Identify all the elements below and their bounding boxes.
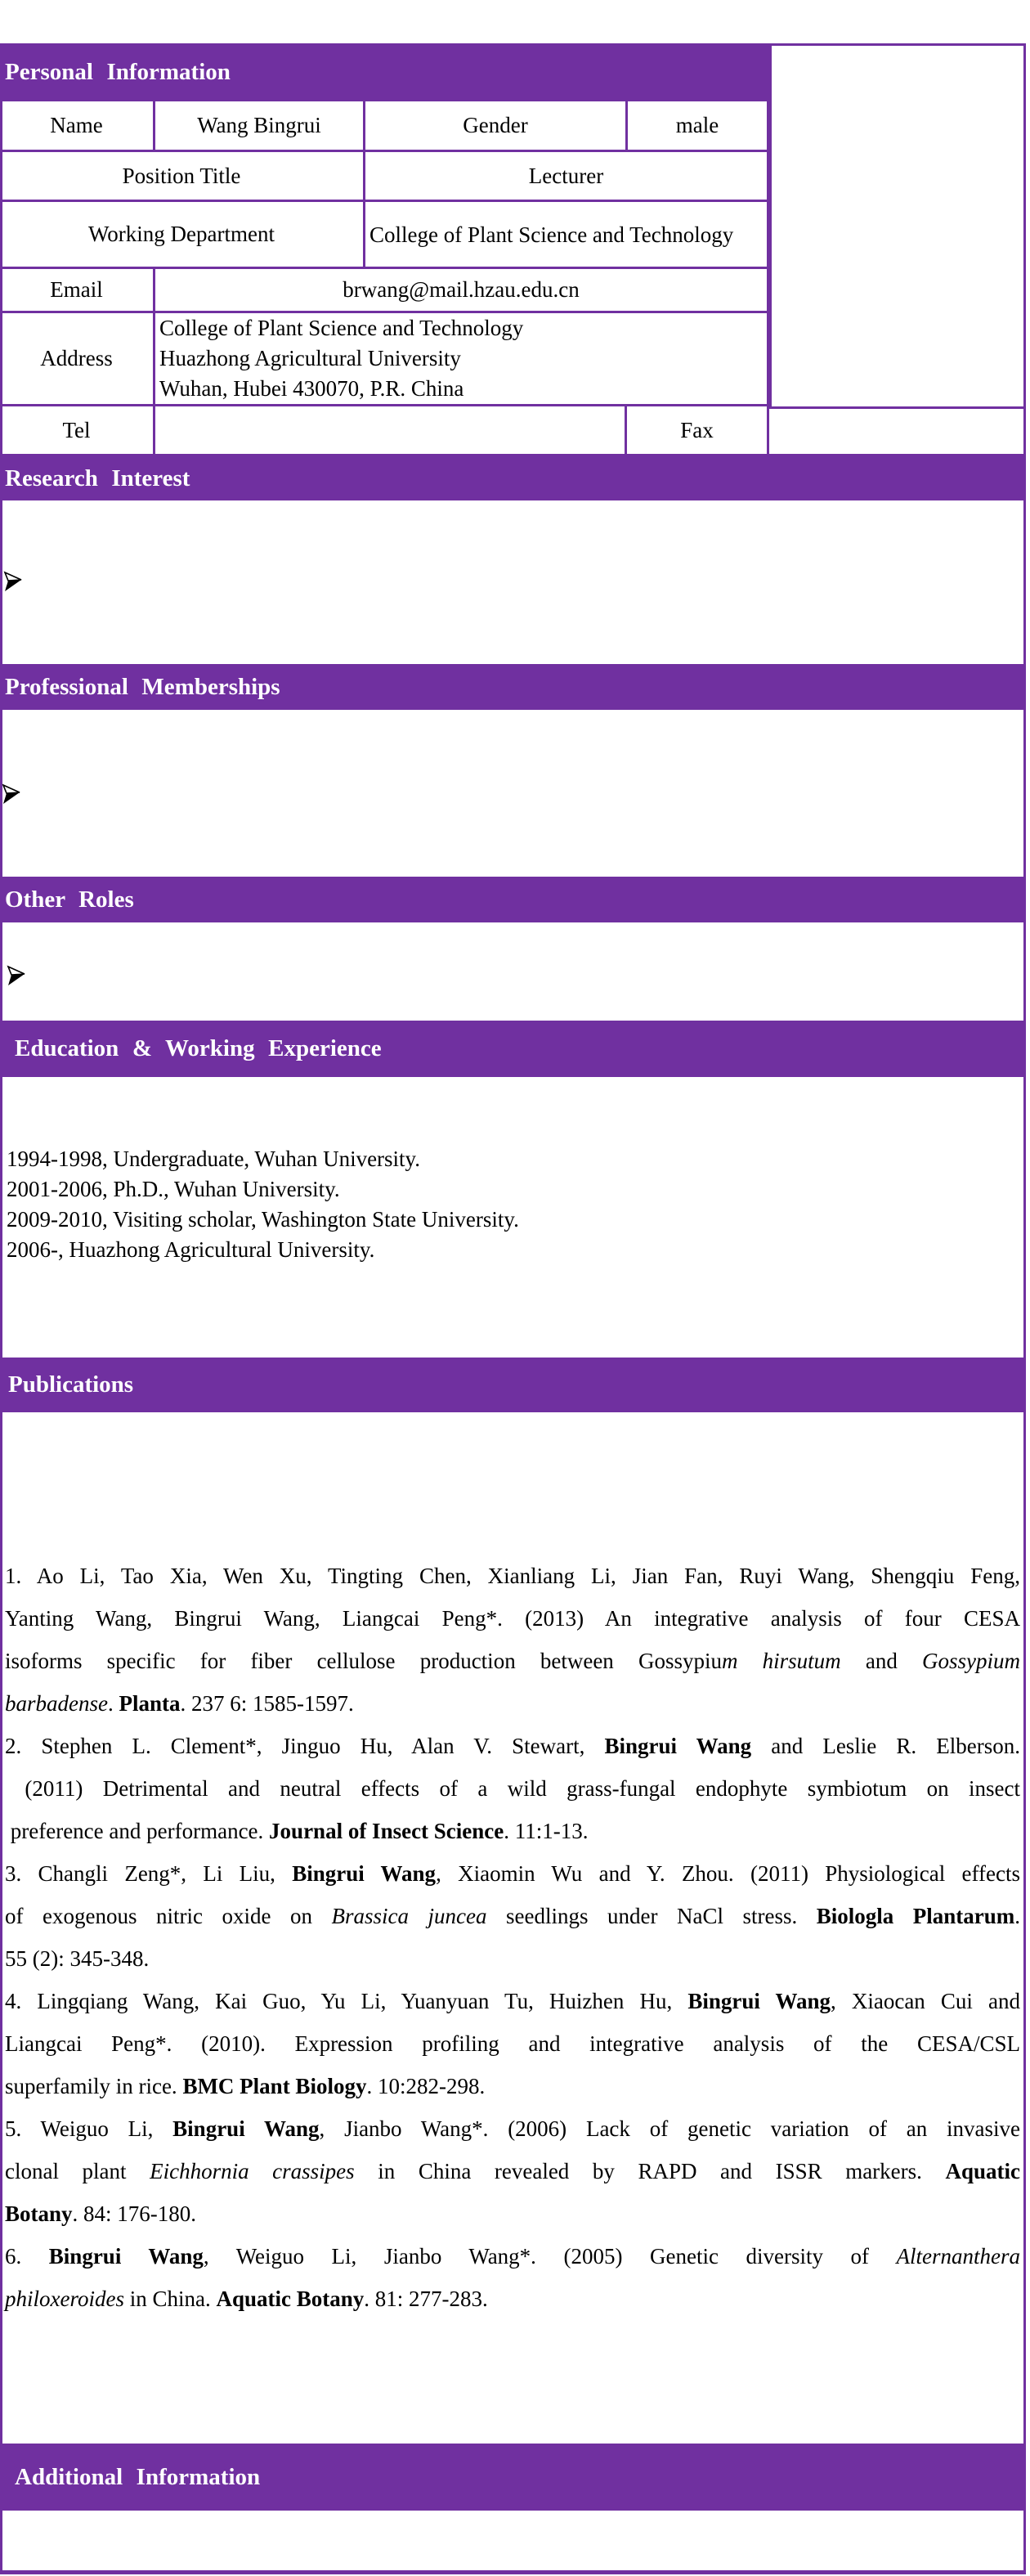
- publication-text-run: .: [107, 1691, 119, 1716]
- fax-value: [769, 406, 1026, 456]
- publication-text-run: , Xiaomin Wu and Y. Zhou. (2011) Physiological effects: [436, 1861, 1020, 1886]
- publication-text-run: 1. Ao Li, Tao Xia, Wen Xu, Tingting Chen, Xianliang Li, Jian Fan, Ruyi Wang, Shengqiu Feng,: [5, 1564, 1020, 1588]
- publication-text-run: Botany: [5, 2201, 73, 2226]
- publication-line: [5, 2278, 1020, 2320]
- table-row: [0, 406, 1026, 456]
- section-header-professional-memberships: [0, 664, 1026, 710]
- address-label: Address: [0, 313, 155, 406]
- publication-text-run: Bingrui Wang: [687, 1989, 831, 2013]
- section-title: Additional Information: [15, 2463, 261, 2490]
- education-line: 2006-, Huazhong Agricultural University.: [7, 1237, 375, 1262]
- publication-line: [5, 2150, 1020, 2192]
- publication-text-run: isoforms specific for fiber cellulose production between Gossypiu: [5, 1649, 722, 1673]
- section-header-other-roles: [0, 877, 1026, 922]
- address-line: Wuhan, Hubei 430070, P.R. China: [159, 376, 464, 401]
- membership-item: [2, 779, 21, 806]
- section-title: Education & Working Experience: [15, 1035, 382, 1061]
- publication-text-run: Brassica juncea: [331, 1904, 487, 1928]
- publication-line: [5, 1980, 1020, 2022]
- name-value: Wang Bingrui: [155, 101, 365, 152]
- publication-line: [5, 1895, 1020, 1937]
- publication-text-run: (2011) Detrimental and neutral effects of a wild grass-fungal endophyte symbiotum on insect: [5, 1776, 1020, 1801]
- publication-line: [5, 1597, 1020, 1640]
- section-title: Professional Memberships: [5, 673, 280, 700]
- publication-text-run: Gossypium: [922, 1649, 1021, 1673]
- publication-text-run: in China.: [123, 2287, 217, 2311]
- publication-text-run: Eichhornia crassipes: [150, 2159, 355, 2183]
- table-row: [0, 152, 769, 202]
- publication-text-run: Aquatic: [945, 2159, 1020, 2183]
- education-line: 2009-2010, Visiting scholar, Washington State University.: [7, 1207, 519, 1232]
- publication-line: [5, 2235, 1020, 2278]
- publication-text-run: 4. Lingqiang Wang, Kai Guo, Yu Li, Yuanyuan Tu, Huizhen Hu,: [5, 1989, 688, 2013]
- publication-text-run: . 237 6: 1585-1597.: [180, 1691, 354, 1716]
- publication-line: [5, 1810, 1020, 1852]
- arrowhead-bullet-icon: [7, 960, 26, 988]
- publication-text-run: Liangcai Peng*. (2010). Expression profiling and integrative analysis of the CESA/CSL: [5, 2031, 1020, 2056]
- publication-text-run: Aquatic Botany: [216, 2287, 365, 2311]
- publication-text-run: . 10:282-298.: [366, 2074, 486, 2098]
- fax-label: Fax: [627, 406, 769, 456]
- working-department-value: College of Plant Science and Technology: [365, 202, 769, 269]
- publication-text-run: . 11:1-13.: [504, 1819, 589, 1843]
- tel-label: Tel: [0, 406, 155, 456]
- tel-value: [155, 406, 627, 456]
- section-title: Personal Information: [5, 59, 231, 85]
- publication-text-run: . 84: 176-180.: [72, 2201, 197, 2226]
- publication-text-run: clonal plant: [5, 2159, 150, 2183]
- publication-line: [5, 1767, 1020, 1810]
- publication-line: [5, 1852, 1020, 1895]
- section-header-personal-information: [0, 43, 769, 101]
- email-value: brwang@mail.hzau.edu.cn: [155, 269, 769, 313]
- publication-text-run: Planta: [119, 1691, 181, 1716]
- section-title: Publications: [8, 1371, 134, 1398]
- publication-line: [5, 2022, 1020, 2065]
- publication-line: [5, 2065, 1020, 2107]
- publication-text-run: superfamily in rice.: [5, 2074, 183, 2098]
- arrowhead-bullet-icon: [2, 779, 21, 806]
- publication-text-run: in China revealed by RAPD and ISSR markers.: [354, 2159, 946, 2183]
- publication-text-run: Bingrui Wang: [292, 1861, 437, 1886]
- table-row: [0, 269, 769, 313]
- publication-text-run: Bingrui Wang: [604, 1734, 752, 1758]
- publication-text-run: . 81: 277-283.: [364, 2287, 488, 2311]
- profile-photo-placeholder: [769, 43, 1026, 409]
- publication-line: [5, 1725, 1020, 1767]
- publication-text-run: Bingrui Wang: [172, 2116, 320, 2141]
- education-lines: [7, 1144, 519, 1265]
- section-header-additional-information: [0, 2444, 1026, 2511]
- table-row: [0, 313, 769, 406]
- section-header-education-working-experience: [0, 1021, 1026, 1077]
- section-title: Other Roles: [5, 886, 134, 913]
- publication-text-run: preference and performance.: [5, 1819, 270, 1843]
- publication-text-run: Yanting Wang, Bingrui Wang, Liangcai Peng*. (2013) An integrative analysis of four CESA: [5, 1606, 1020, 1631]
- publication-text-run: and: [840, 1649, 923, 1673]
- address-line: College of Plant Science and Technology: [159, 316, 524, 340]
- publication-text-run: 6.: [5, 2244, 49, 2269]
- gender-value: male: [628, 101, 769, 152]
- publication-text-run: barbadense: [5, 1691, 108, 1716]
- publication-text-run: , Xiaocan Cui and: [831, 1989, 1020, 2013]
- position-title-value: Lecturer: [365, 152, 769, 202]
- section-title: Research Interest: [5, 464, 190, 491]
- research-interest-item: [3, 566, 23, 594]
- working-department-label: Working Department: [0, 202, 365, 269]
- arrowhead-bullet-icon: [3, 566, 23, 594]
- publication-line: [5, 1937, 1020, 1980]
- publication-text-run: , Jianbo Wang*. (2006) Lack of genetic variation of an invasive: [319, 2116, 1020, 2141]
- education-line: 1994-1998, Undergraduate, Wuhan University.: [7, 1147, 421, 1171]
- publication-text-run: Bingrui Wang: [48, 2244, 204, 2269]
- publication-text-run: Journal of Insect Science: [269, 1819, 504, 1843]
- position-title-label: Position Title: [0, 152, 365, 202]
- publication-line: [5, 1640, 1020, 1682]
- education-line: 2001-2006, Ph.D., Wuhan University.: [7, 1177, 340, 1201]
- gender-label: Gender: [365, 101, 628, 152]
- section-header-research-interest: [0, 456, 1026, 500]
- table-row: [0, 202, 769, 269]
- publication-text-run: seedlings under NaCl stress.: [486, 1904, 817, 1928]
- publication-list: [5, 1555, 1020, 2320]
- publication-text-run: m hirsutum: [722, 1649, 841, 1673]
- publication-line: [5, 1682, 1020, 1725]
- publication-text-run: BMC Plant Biology: [182, 2074, 367, 2098]
- other-role-item: [7, 960, 26, 988]
- publication-text-run: of exogenous nitric oxide on: [5, 1904, 332, 1928]
- publication-text-run: 2. Stephen L. Clement*, Jinguo Hu, Alan V. Stewart,: [5, 1734, 605, 1758]
- address-value: [155, 313, 769, 406]
- publication-text-run: .: [1014, 1904, 1020, 1928]
- publication-line: [5, 2107, 1020, 2150]
- publication-text-run: 55 (2): 345-348.: [5, 1946, 150, 1971]
- table-row: [0, 101, 769, 152]
- email-label: Email: [0, 269, 155, 313]
- section-header-publications: [0, 1358, 1026, 1412]
- publication-text-run: 3. Changli Zeng*, Li Liu,: [5, 1861, 293, 1886]
- publication-line: [5, 2192, 1020, 2235]
- address-line: Huazhong Agricultural University: [159, 346, 461, 370]
- name-label: Name: [0, 101, 155, 152]
- publication-text-run: , Weiguo Li, Jianbo Wang*. (2005) Genetic diversity of: [203, 2244, 897, 2269]
- publication-text-run: Biologla Plantarum: [816, 1904, 1015, 1928]
- publication-line: [5, 1555, 1020, 1597]
- publication-text-run: philoxeroides: [5, 2287, 124, 2311]
- publication-text-run: and Leslie R. Elberson.: [751, 1734, 1020, 1758]
- publication-text-run: Alternanthera: [896, 2244, 1020, 2269]
- publication-text-run: 5. Weiguo Li,: [5, 2116, 173, 2141]
